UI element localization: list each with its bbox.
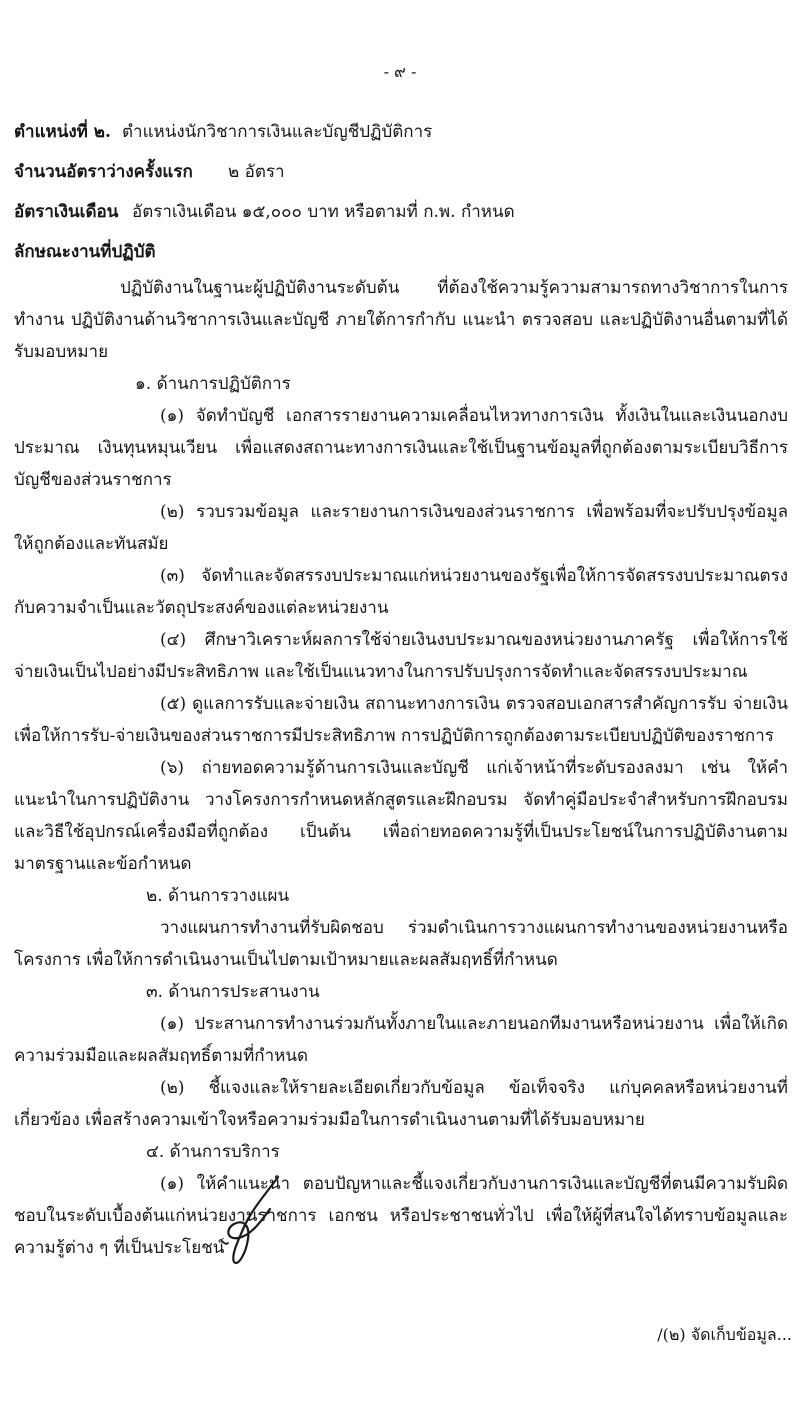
list-item: (๔) ศึกษาวิเคราะห์ผลการใช้จ่ายเงินงบประมาณของหน่วยงานภาครัฐ เพื่อให้การใช้จ่ายเงินเป็นไปอย่างมีประสิทธิภาพ และใช้เป็นแนวทางในการปรับปรุงการจัดทำและจัดสรรงบประมาณ	[14, 630, 788, 682]
list-item: (๓) จัดทำและจัดสรรงบประมาณแก่หน่วยงานของรัฐเพื่อให้การจัดสรรงบประมาณตรงกับความจำเป็นและวัตถุประสงค์ของแต่ละหน่วยงาน	[14, 566, 788, 618]
section-heading-operations: ๑. ด้านการปฏิบัติการ	[135, 374, 291, 394]
signature	[224, 1235, 288, 1253]
position-title: ตำแหน่งนักวิชาการเงินและบัญชีปฏิบัติการ	[122, 122, 433, 142]
continuation-note: /(๒) จัดเก็บข้อมูล...	[657, 1325, 792, 1344]
section-heading-planning: ๒. ด้านการวางแผน	[146, 886, 290, 906]
list-item: (๕) ดูแลการรับและจ่ายเงิน สถานะทางการเงิน ตรวจสอบเอกสารสำคัญการรับ จ่ายเงิน เพื่อให้การรับ-จ่ายเงินของส่วนราชการมีประสิทธิภาพ การปฏิบัติการถูกต้องตามระเบียบปฏิบัติของราชการ	[14, 694, 788, 746]
list-item	[14, 1168, 788, 1264]
vacancy-value: ๒ อัตรา	[228, 162, 285, 182]
list-item: (๒) รวบรวมข้อมูล และรายงานการเงินของส่วนราชการ เพื่อพร้อมที่จะปรับปรุงข้อมูลให้ถูกต้องและทันสมัย	[14, 502, 788, 554]
salary-label: อัตราเงินเดือน	[14, 202, 119, 222]
list-item: (๑) จัดทำบัญชี เอกสารรายงานความเคลื่อนไหวทางการเงิน ทั้งเงินในและเงินนอกงบประมาณ เงินทุนหมุนเวียน เพื่อแสดงสถานะทางการเงินและใช้เป็นฐานข้อมูลที่ถูกต้องตามระเบียบวิธีการบัญชีของส่วนราชการ	[14, 406, 788, 490]
list-item: (๒) ชี้แจงและให้รายละเอียดเกี่ยวกับข้อมูล ข้อเท็จจริง แก่บุคคลหรือหน่วยงานที่เกี่ยวข้อง เพื่อสร้างความเข้าใจหรือความร่วมมือในการดำเนินงานตามที่ได้รับมอบหมาย	[14, 1078, 788, 1130]
list-item: (๖) ถ่ายทอดความรู้ด้านการเงินและบัญชี แก่เจ้าหน้าที่ระดับรองลงมา เช่น ให้คำแนะนำในการปฏิบัติงาน วางโครงการกำหนดหลักสูตรและฝึกอบรม จัดทำคู่มือประจำสำหรับการฝึกอบรมและวิธีใช้อุปกรณ์เครื่องมือที่ถูกต้อง เป็นต้น เพื่อถ่ายทอดความรู้ที่เป็นประโยชน์ในการปฏิบัติงานตามมาตรฐานและข้อกำหนด	[14, 758, 788, 874]
position-label: ตำแหน่งที่ ๒.	[14, 122, 111, 142]
vacancy-row	[14, 152, 788, 192]
position-row	[14, 112, 788, 152]
signature-mark	[218, 1169, 290, 1269]
page-number: - ๙ -	[383, 62, 417, 81]
vacancy-label: จำนวนอัตราว่างครั้งแรก	[14, 162, 193, 182]
section-heading-coordination: ๓. ด้านการประสานงาน	[146, 982, 320, 1002]
intro-paragraph: ปฏิบัติงานในฐานะผู้ปฏิบัติงานระดับต้น ที่ต้องใช้ความรู้ความสามารถทางวิชาการในการทำงาน ปฏิบัติงานด้านวิชาการเงินและบัญชี ภายใต้การกำกับ แนะนำ ตรวจสอบ และปฏิบัติงานอื่นตามที่ได้รับมอบหมาย	[14, 278, 788, 362]
section-heading-service: ๔. ด้านการบริการ	[146, 1142, 280, 1162]
salary-value: อัตราเงินเดือน ๑๕,๐๐๐ บาท หรือตามที่ ก.พ. กำหนด	[132, 202, 515, 222]
document-body	[14, 112, 788, 1264]
salary-row	[14, 192, 788, 232]
list-item: วางแผนการทำงานที่รับผิดชอบ ร่วมดำเนินการวางแผนการทำงานของหน่วยงานหรือโครงการ เพื่อให้การดำเนินงานเป็นไปตามเป้าหมายและผลสัมฤทธิ์ที่กำหนด	[14, 918, 788, 970]
duties-heading: ลักษณะงานที่ปฏิบัติ	[14, 242, 156, 262]
list-item-text: (๑) ให้คำแนะนำ ตอบปัญหาและชี้แจงเกี่ยวกับงานการเงินและบัญชีที่ตนมีความรับผิดชอบในระดับเบื้องต้นแก่หน่วยงานราชการ เอกชน หรือประชาชนทั่วไป เพื่อให้ผู้ที่สนใจได้ทราบข้อมูลและความรู้ต่าง ๆ ที่เป็นประโยชน์	[14, 1174, 788, 1258]
list-item: (๑) ประสานการทำงานร่วมกันทั้งภายในและภายนอกทีมงานหรือหน่วยงาน เพื่อให้เกิดความร่วมมือและผลสัมฤทธิ์ตามที่กำหนด	[14, 1014, 788, 1066]
